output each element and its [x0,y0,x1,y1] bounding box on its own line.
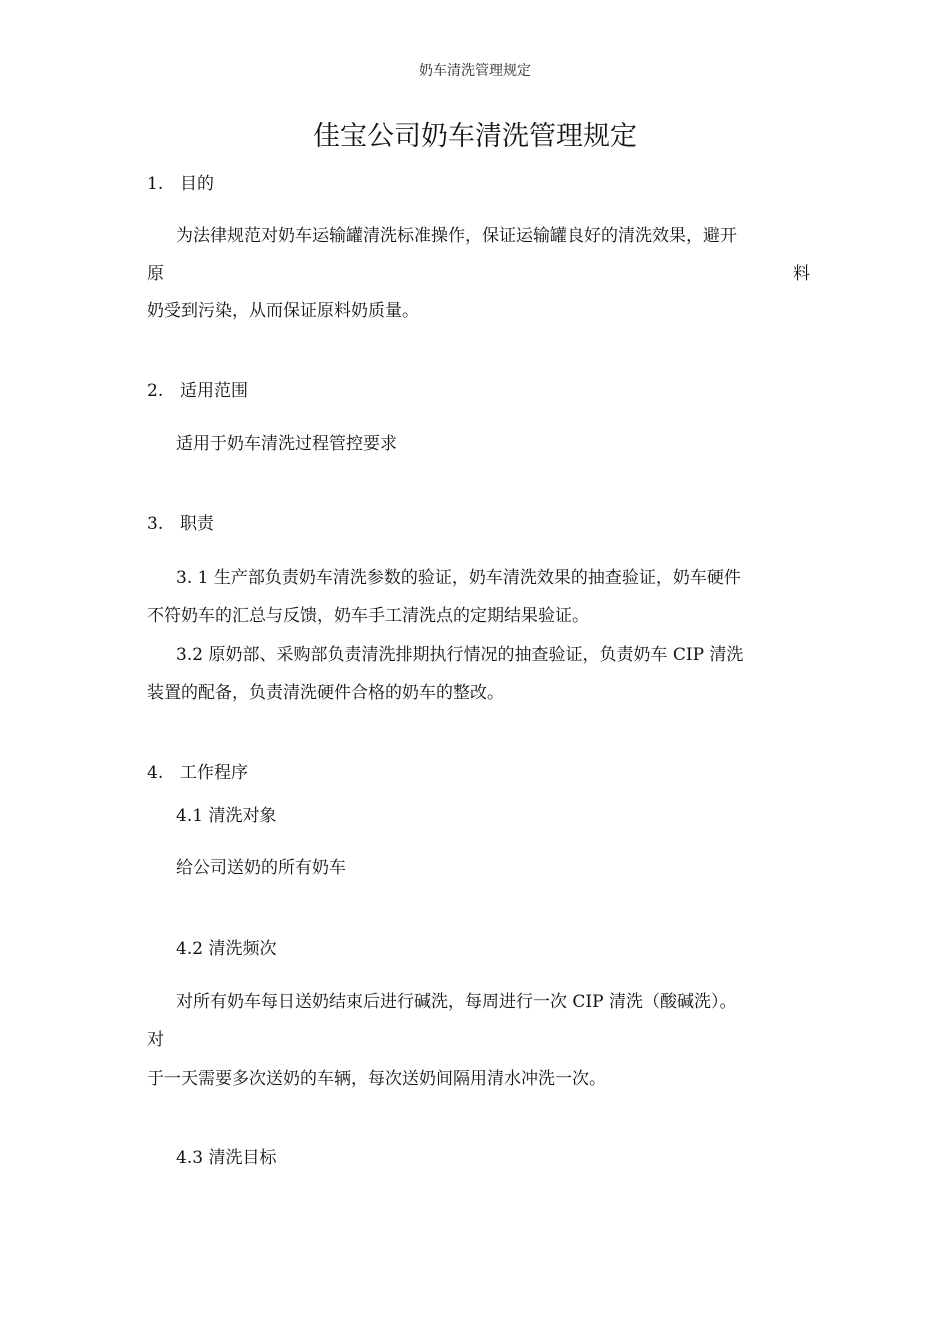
subsection-4-1-text: 给公司送奶的所有奶车 [176,858,346,878]
section-2-line-1: 适用于奶车清洗过程管控要求 [176,434,397,454]
section-heading-text: 目的 [180,174,214,194]
running-header: 奶车清洗管理规定 [419,63,531,79]
section-1-line-1: 为法律规范对奶车运输罐清洗标准操作，保证运输罐良好的清洗效果，避开 [176,226,737,246]
section-2-heading [147,379,810,403]
section-heading-text: 工作程序 [180,763,248,783]
document-title: 佳宝公司奶车清洗管理规定 [313,121,637,152]
section-heading-text: 适用范围 [180,381,248,401]
subsection-4-2-line-2: 对 [147,1030,164,1050]
section-4-heading [147,761,810,785]
section-number: 2. [147,381,164,401]
section-3-heading [147,512,810,536]
section-3-para-1-line-1: 3. 1 生产部负责奶车清洗参数的验证，奶车清洗效果的抽查验证，奶车硬件 [176,568,741,588]
subsection-4-2-line-1: 对所有奶车每日送奶结束后进行碱洗，每周进行一次 CIP 清洗（酸碱洗）。 [176,992,737,1012]
line-left-char: 原 [147,264,164,284]
line-right-char: 料 [793,264,810,284]
subsection-4-3-title: 4.3 清洗目标 [176,1148,277,1168]
section-3-para-1-line-2: 不符奶车的汇总与反馈，奶车手工清洗点的定期结果验证。 [147,606,589,626]
section-1-line-2 [147,262,810,286]
section-1-heading [147,172,810,196]
section-1-line-3: 奶受到污染，从而保证原料奶质量。 [147,301,419,321]
section-number: 3. [147,514,164,534]
section-3-para-2-line-1: 3.2 原奶部、采购部负责清洗排期执行情况的抽查验证，负责奶车 CIP 清洗 [176,645,744,665]
subsection-4-2-line-3: 于一天需要多次送奶的车辆，每次送奶间隔用清水冲洗一次。 [147,1069,606,1089]
section-number: 1. [147,174,164,194]
section-3-para-2-line-2: 装置的配备，负责清洗硬件合格的奶车的整改。 [147,683,504,703]
section-number: 4. [147,763,164,783]
section-heading-text: 职责 [180,514,214,534]
subsection-4-2-title: 4.2 清洗频次 [176,939,277,959]
subsection-4-1-title: 4.1 清洗对象 [176,806,277,826]
